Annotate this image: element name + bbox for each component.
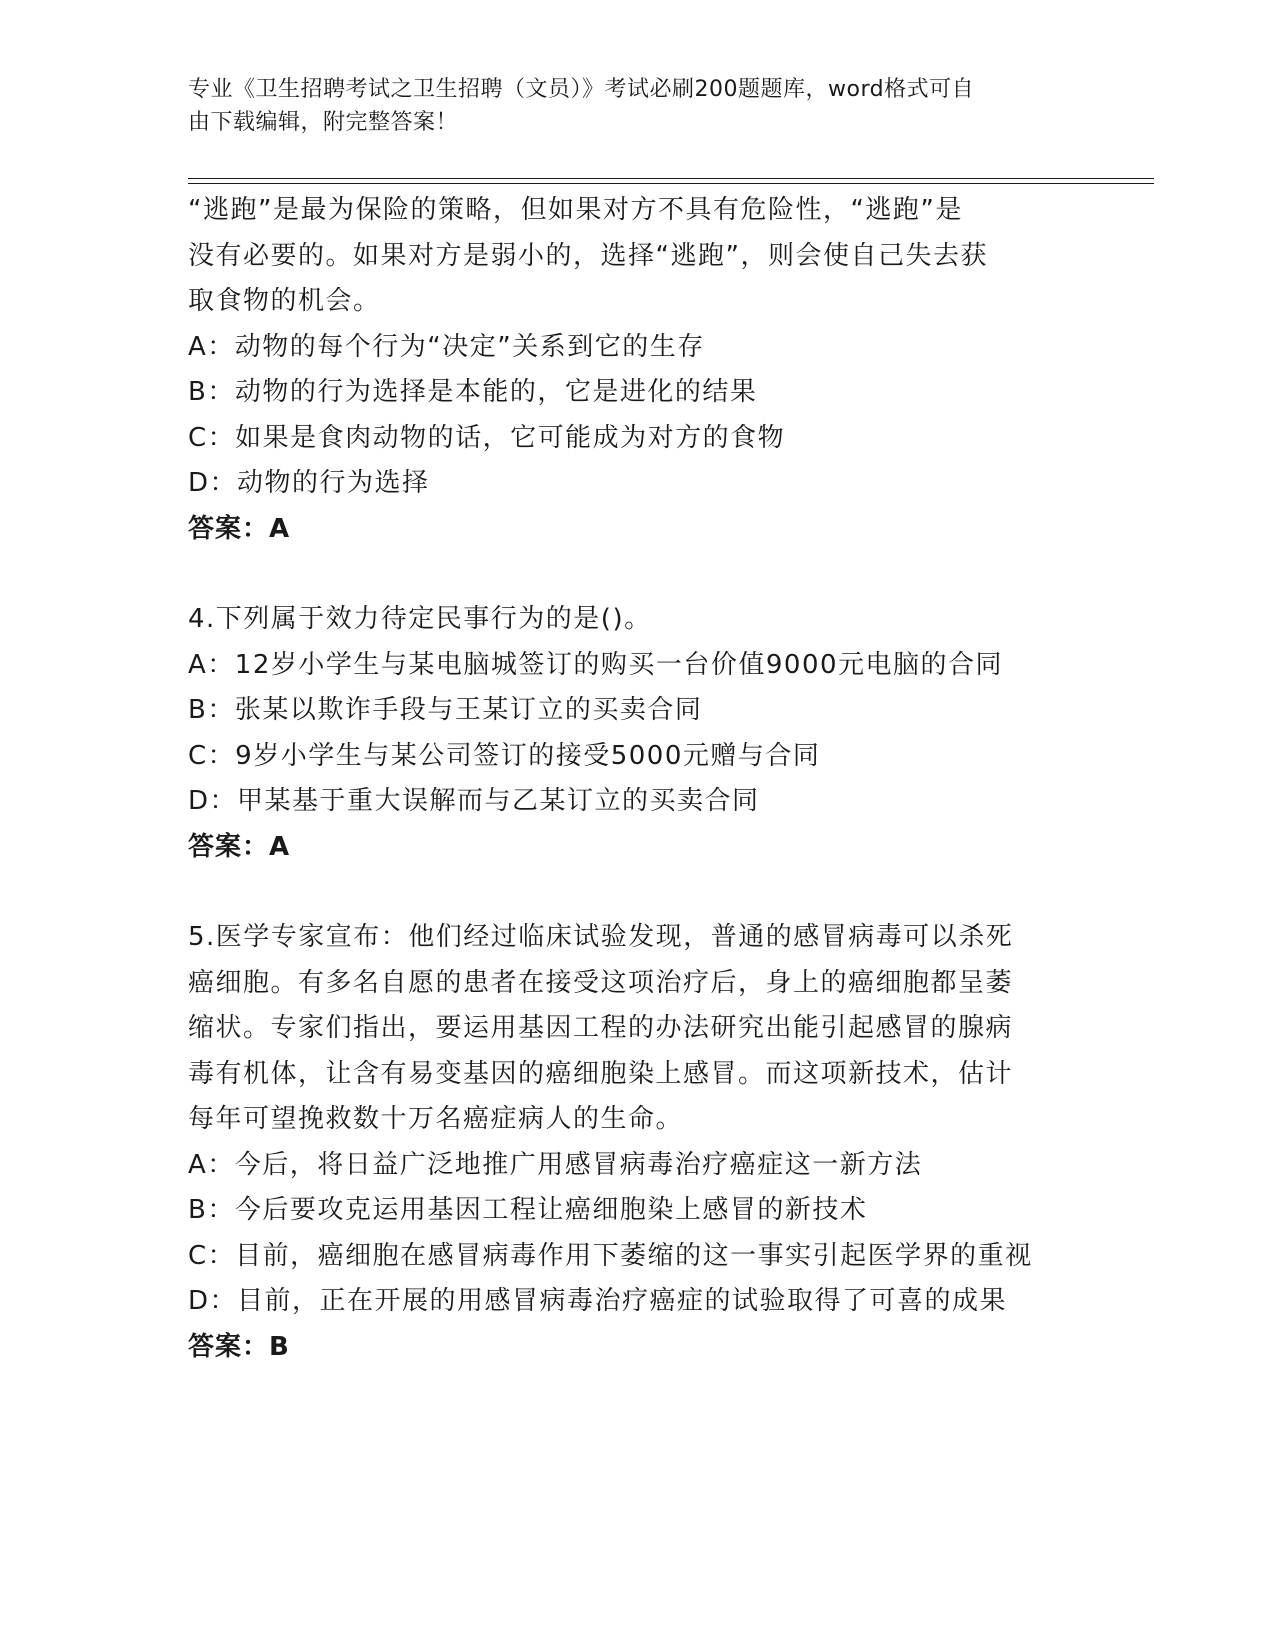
option-c: C：如果是食肉动物的话，它可能成为对方的食物 <box>188 422 786 453</box>
question-4 <box>188 597 1088 870</box>
option-b: B：今后要攻克运用基因工程让癌细胞染上感冒的新技术 <box>188 1195 868 1225</box>
option-d: D：甲某基于重大误解而与乙某订立的买卖合同 <box>188 786 760 816</box>
question-stem-line: “逃跑”是最为保险的策略，但如果对方不具有危险性，“逃跑”是 <box>188 195 963 225</box>
spacer <box>188 552 1088 597</box>
header-divider-bottom <box>188 183 1154 184</box>
header-divider-top <box>188 178 1154 179</box>
question-stem-line: 取食物的机会。 <box>188 286 381 316</box>
option-c: C：目前，癌细胞在感冒病毒作用下萎缩的这一事实引起医学界的重视 <box>188 1240 1033 1271</box>
question-stem-line: 毒有机体，让含有易变基因的癌细胞染上感冒。而这项新技术，估计 <box>188 1058 1014 1089</box>
question-stem-line: 5.医学专家宣布：他们经过临床试验发现，普通的感冒病毒可以杀死 <box>188 922 1014 952</box>
header-line-2: 由下载编辑，附完整答案！ <box>188 110 459 135</box>
question-5 <box>188 915 1088 1370</box>
option-a: A：今后，将日益广泛地推广用感冒病毒治疗癌症这一新方法 <box>188 1149 923 1180</box>
answer-line: 答案：B <box>188 1331 290 1362</box>
option-a: A：12岁小学生与某电脑城签订的购买一台价值9000元电脑的合同 <box>188 649 1004 680</box>
answer-line: 答案：A <box>188 831 291 862</box>
document-body <box>188 188 1088 1370</box>
question-stem-line: 每年可望挽救数十万名癌症病人的生命。 <box>188 1104 684 1134</box>
option-b: B：动物的行为选择是本能的，它是进化的结果 <box>188 377 758 407</box>
answer-line: 答案：A <box>188 513 291 544</box>
question-stem-line: 癌细胞。有多名自愿的患者在接受这项治疗后，身上的癌细胞都呈萎 <box>188 967 1014 998</box>
option-b: B：张某以欺诈手段与王某订立的买卖合同 <box>188 695 703 725</box>
document-header <box>188 73 1088 139</box>
option-d: D：目前，正在开展的用感冒病毒治疗癌症的试验取得了可喜的成果 <box>188 1286 1008 1316</box>
question-stem-line: 缩状。专家们指出，要运用基因工程的办法研究出能引起感冒的腺病 <box>188 1013 1014 1043</box>
option-c: C：9岁小学生与某公司签订的接受5000元赠与合同 <box>188 740 821 771</box>
spacer <box>188 870 1088 915</box>
question-3 <box>188 188 1088 552</box>
question-stem-line: 没有必要的。如果对方是弱小的，选择“逃跑”，则会使自己失去获 <box>188 240 988 271</box>
option-d: D：动物的行为选择 <box>188 468 430 498</box>
header-line-1: 专业《卫生招聘考试之卫生招聘（文员）》考试必刷200题题库，word格式可自 <box>188 77 975 102</box>
option-a: A：动物的每个行为“决定”关系到它的生存 <box>188 331 705 362</box>
question-stem-line: 4.下列属于效力待定民事行为的是()。 <box>188 604 652 634</box>
